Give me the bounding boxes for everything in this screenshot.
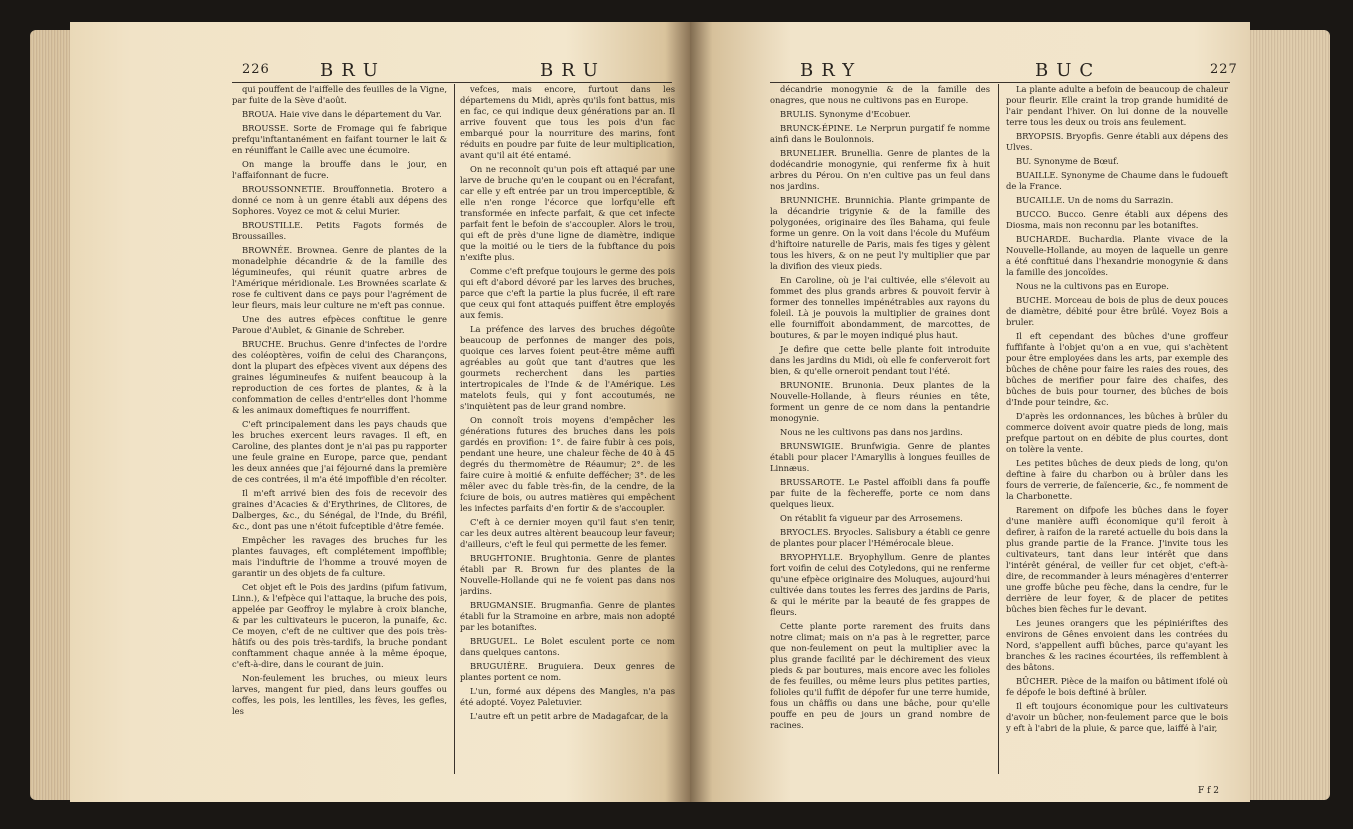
right-column-2 <box>1006 84 1228 784</box>
paragraph: Non-feulement les bruches, ou mieux leurs larves, mangent fur pied, dans leurs gouffes ou coffes, les pois, les lentilles, les fèves, les gefles, les <box>232 673 447 716</box>
paragraph: BUCCO. Bucco. Genre établi aux dépens des Diosma, mais non reconnu par les botaniftes. <box>1006 209 1228 230</box>
paragraph: BRUGUIÈRE. Bruguiera. Deux genres de plantes portent ce nom. <box>460 661 675 682</box>
paragraph: La préfence des larves des bruches dégoûte beaucoup de perfonnes de manger des pois, quoique ces larves foient peut-être même auffi agréables au goût que tant d'autres que les gourmets recherchent dans les parties intertropicales de l'Inde & de l'Amérique. Les matelots feuls, qui y font accoutumés, ne s'inquiètent pas de leur grand nombre. <box>460 324 675 411</box>
paragraph: BRUCHE. Bruchus. Genre d'infectes de l'ordre des coléoptères, voifin de celui des Charançons, dont la plupart des efpèces vivent aux dépens des graines légumineufes & nuifent beaucoup à la reproduction de ces fortes de plantes, & à la confommation de celles d'entr'elles dont l'homme & les animaux domeftiques fe nourriffent. <box>232 339 447 415</box>
paragraph: BROUSSE. Sorte de Fromage qui fe fabrique prefqu'inftantanément en faifant tourner le lait & en réuniffant le Caille avec une écumoire. <box>232 123 447 155</box>
right-page <box>690 22 1250 802</box>
paragraph: BRUGHTONIE. Brughtonia. Genre de plantes établi par R. Brown fur des plantes de la Nouvelle-Hollande qui ne fe voient pas dans nos jardins. <box>460 553 675 596</box>
paragraph: Cette plante porte rarement des fruits dans notre climat; mais on n'a pas à le regretter, parce que non-feulement on peut la multiplier avec la plus grande facilité par le déchirement des vieux pieds & par boutures, mais encore avec les folioles de fes feuilles, ou même leurs plus petites parties, folioles qu'il fuffit de dépofer fur une terre humide, fous un châffis ou dans une bâche, pour qu'elle pouffe en peu de jours un grand nombre de racines. <box>770 621 990 730</box>
paragraph: Nous ne les cultivons pas dans nos jardins. <box>780 427 963 437</box>
header-rule <box>770 82 1230 83</box>
paragraph: BRUNELIER. Brunellia. Genre de plantes de la dodécandrie monogynie, qui renferme fix à huit arbres du Pérou. On n'en cultive pas un feul dans nos jardins. <box>770 148 990 191</box>
paragraph: C'eft principalement dans les pays chauds que les bruches exercent leurs ravages. Il eft, en Caroline, des plantes dont je n'ai pas pu rapporter une feule graine en Europe, parce que, pendant les deux années que j'ai féjourné dans la première de ces contrées, il m'a été impoffible d'en récolter. <box>232 419 447 484</box>
column-divider <box>998 84 999 774</box>
paragraph: On mange la brouffe dans le jour, en l'affaifonnant de fucre. <box>232 159 447 180</box>
paragraph: BRUGUEL. Le Bolet esculent porte ce nom dans quelques cantons. <box>460 636 675 657</box>
right-page-number: 227 <box>1210 62 1238 77</box>
paragraph: vefces, mais encore, furtout dans les départemens du Midi, après qu'ils font battus, mis en fac, ce qui indique deux générations par an. Il arrive fouvent que tous les pois d'un fac embarqué pour la nourriture des marins, font réduits en poudre par fuite de leur multiplication, avant qu'il ait été entamé. <box>460 84 675 160</box>
paragraph: BÛCHER. Pièce de la maifon ou bâtiment ifolé où fe dépofe le bois deftiné à brûler. <box>1006 676 1228 697</box>
paragraph: BUAILLE. Synonyme de Chaume dans le fudoueft de la France. <box>1006 170 1228 191</box>
left-page <box>70 22 690 802</box>
right-column-1 <box>770 84 990 784</box>
open-book <box>30 22 1330 812</box>
paragraph: Les jeunes orangers que les pépiniériftes des environs de Gênes envoient dans les contrées du Nord, s'appellent auffi bûches, parce qu'ayant les branches & les racines écourtées, ils reffemblent à des bâtons. <box>1006 618 1228 672</box>
signature-mark: F f 2 <box>1198 786 1220 796</box>
paragraph: BUCAILLE. Un de noms du Sarrazin. <box>1016 195 1174 205</box>
paragraph: Une des autres efpèces conftitue le genre Paroue d'Aublet, & Ginanie de Schreber. <box>232 314 447 335</box>
left-column-2 <box>460 84 675 784</box>
paragraph: BRUNCK-ÉPINE. Le Nerprun purgatif fe nomme ainfi dans le Boulonnois. <box>770 123 990 144</box>
left-page-number: 226 <box>242 62 270 77</box>
paragraph: Cet objet eft le Pois des jardins (pifum fativum, Linn.), & l'efpèce qui l'attaque, la bruche des pois, appelée par Geoffroy le mylabre à croix blanche, & par les cultivateurs le puceron, la punaife, &c. Ce moyen, c'eft de ne cultiver que des pois très-hâtifs ou des pois très-tardifs, la bruche pondant conftamment chaque année à la même époque, c'eft-à-dire, dans le courant de juin. <box>232 582 447 669</box>
right-header-right: BUC <box>1035 60 1102 81</box>
paragraph: C'eft à ce dernier moyen qu'il faut s'en tenir, car les deux autres altèrent beaucoup leur faveur; d'ailleurs, c'eft le feul qui permette de les femer. <box>460 517 675 549</box>
paragraph: BUCHARDE. Buchardia. Plante vivace de la Nouvelle-Hollande, au moyen de laquelle un genre a été conftitué dans l'hexandrie monogynie & dans la famille des joncoïdes. <box>1006 234 1228 277</box>
paragraph: BRUSSAROTE. Le Pastel affoibli dans fa pouffe par fuite de la fèchereffe, porte ce nom dans quelques lieux. <box>770 477 990 509</box>
paragraph: BRULIS. Synonyme d'Ecobuer. <box>780 109 911 119</box>
left-header-left: BRU <box>320 60 386 81</box>
paragraph: En Caroline, où je l'ai cultivée, elle s'élevoit au fommet des plus grands arbres & pouvoit fervir à former des tonnelles impénétrables aux rayons du foleil. Là je pouvois la multiplier de graines dont elle fourniffoit abondamment, de marcottes, de boutures, & par le moyen indiqué plus haut. <box>770 275 990 340</box>
paragraph: BROUSTILLE. Petits Fagots formés de Broussailles. <box>232 220 447 241</box>
page-edges-right <box>1250 30 1330 800</box>
paragraph: qui pouffent de l'aiffelle des feuilles de la Vigne, par fuite de la Sève d'août. <box>232 84 447 105</box>
paragraph: BRYOCLES. Bryocles. Salisbury a établi ce genre de plantes pour placer l'Hémérocale bleue. <box>770 527 990 548</box>
left-header-right: BRU <box>540 60 606 81</box>
paragraph: BROUSSONNETIE. Brouffonnetia. Brotero a donné ce nom à un genre établi aux dépens des Sophores. Voyez ce mot & celui Murier. <box>232 184 447 216</box>
paragraph: Les petites bûches de deux pieds de long, qu'on deftine à faire du charbon ou à brûler dans les fours de verrerie, de faïencerie, &c., fe nomment de la Charbonette. <box>1006 458 1228 501</box>
left-column-1 <box>232 84 447 784</box>
right-header-left: BRY <box>800 60 863 81</box>
paragraph: Je defire que cette belle plante foit introduite dans les jardins du Midi, où elle fe conferveroit fort bien, & qu'elle orneroit pendant tout l'été. <box>770 344 990 376</box>
paragraph: L'un, formé aux dépens des Mangles, n'a pas été adopté. Voyez Paletuvier. <box>460 686 675 707</box>
paragraph: BRYOPHYLLE. Bryophyllum. Genre de plantes fort voifin de celui des Cotyledons, qui ne renferme qu'une efpèce originaire des Moluques, aujourd'hui cultivée dans toutes les ferres des jardins de Paris, & qui le mérite par la beauté de fes grappes de fleurs. <box>770 552 990 617</box>
paragraph: On rétablit fa vigueur par des Arrosemens. <box>780 513 963 523</box>
paragraph: L'autre eft un petit arbre de Madagafcar, de la <box>470 711 669 721</box>
paragraph: BROUA. Haie vive dans le département du Var. <box>242 109 442 119</box>
paragraph: Rarement on difpofe les bûches dans le foyer d'une manière auffi économique qu'il feroit à defirer, à raifon de la rareté actuelle du bois dans la plus grande partie de la France. J'invite tous les cultivateurs, tant dans leur intérêt que dans l'intérêt général, de veiller fur cet objet, c'eft-à-dire, de recommander à leurs ménagères d'enterrer une groffe bûche peu fèche, dans la cendre, fur le derrière de leur foyer, & de placer de petites bûches bien fèches fur le devant. <box>1006 505 1228 614</box>
paragraph: BU. Synonyme de Bœuf. <box>1016 156 1119 166</box>
paragraph: On connoît trois moyens d'empêcher les générations futures des bruches dans les pois gardés en provifion: 1°. de faire fubir à ces pois, pendant une heure, une chaleur fèche de 40 à 45 degrés du thermomètre de Réaumur; 2°. de les faire cuire à moitié & enfuite deffécher; 3°. de les mêler avec du fable très-fin, de la cendre, de la fciure de bois, ou autres matières qui empêchent les infectes parfaits d'en fortir & de s'accoupler. <box>460 415 675 513</box>
paragraph: Nous ne la cultivons pas en Europe. <box>1016 281 1169 291</box>
paragraph: BRUNSWIGIE. Brunfwigia. Genre de plantes établi pour placer l'Amaryllis à longues feuilles de Linnæus. <box>770 441 990 473</box>
paragraph: BRUGMANSIE. Brugmanfia. Genre de plantes établi fur la Stramoine en arbre, mais non adopté par les botaniftes. <box>460 600 675 632</box>
paragraph: BUCHE. Morceau de bois de plus de deux pouces de diamètre, débité pour être brûlé. Voyez Bois a bruler. <box>1006 295 1228 327</box>
column-divider <box>454 84 455 774</box>
paragraph: Comme c'eft prefque toujours le germe des pois qui eft d'abord dévoré par les larves des bruches, parce que c'eft la partie la plus fucrée, il eft rare que ceux qui font attaqués puiffent être employés aux femis. <box>460 266 675 320</box>
paragraph: Il m'eft arrivé bien des fois de recevoir des graines d'Acacies & d'Erythrines, de Clitores, de Dalberges, &c., du Sénégal, de l'Inde, du Bréfil, &c., dont pas une n'étoit fufceptible d'être femée. <box>232 488 447 531</box>
paragraph: D'après les ordonnances, les bûches à brûler du commerce doivent avoir quatre pieds de long, mais prefque partout on en débite de plus courtes, dont on tolère la vente. <box>1006 411 1228 454</box>
paragraph: BRUNONIE. Brunonia. Deux plantes de la Nouvelle-Hollande, à fleurs réunies en tête, forment un genre de ce nom dans la pentandrie monogynie. <box>770 380 990 423</box>
header-rule <box>232 82 672 83</box>
paragraph: BROWNÉE. Brownea. Genre de plantes de la monadelphie décandrie & de la famille des légumineufes, qui réunit quatre arbres de l'Amérique méridionale. Les Brownées scarlate & rose fe cultivent dans ce pays pour l'agrément de leur fleurs, mais leur culture ne m'eft pas connue. <box>232 245 447 310</box>
paragraph: Il eft cependant des bûches d'une groffeur fuffifante à l'objet qu'on a en vue, qui s'achètent pour être employées dans les arts, par exemple des bûches de chêne pour faire les raies des roues, des bûches de merifier pour faire des chaifes, des bûches de buis pour tourner, des bûches de bois d'Inde pour teindre, &c. <box>1006 331 1228 407</box>
paragraph: décandrie monogynie & de la famille des onagres, que nous ne cultivons pas en Europe. <box>770 84 990 105</box>
page-edges-left <box>30 30 72 800</box>
paragraph: Il eft toujours économique pour les cultivateurs d'avoir un bûcher, non-feulement parce que le bois y eft à l'abri de la pluie, & parce que, laiffé à l'air, <box>1006 701 1228 733</box>
paragraph: La plante adulte a befoin de beaucoup de chaleur pour fleurir. Elle craint la trop grande humidité de l'air pendant l'hiver. On lui donne de la nouvelle terre tous les deux ou trois ans feulement. <box>1006 84 1228 127</box>
paragraph: Empêcher les ravages des bruches fur les plantes fauvages, eft complétement impoffible; mais l'induftrie de l'homme a trouvé moyen de garantir un des objets de fa culture. <box>232 535 447 578</box>
paragraph: On ne reconnoît qu'un pois eft attaqué par une larve de bruche qu'en le coupant ou en l'écrafant, car elle y eft entrée par un trou imperceptible, & elle n'en ronge l'écorce que lorfqu'elle eft transformée en infecte parfait, & que cet infecte parfait fent le befoin de s'accoupler. Alors le trou, qui eft de près d'une ligne de diamètre, indique que la moitié ou le tiers de la fubftance du pois n'exifte plus. <box>460 164 675 262</box>
paragraph: BRUNNICHE. Brunnichia. Plante grimpante de la décandrie trigynie & de la famille des polygonées, originaire des îles Bahama, qui feule forme un genre. On la voit dans l'école du Muféum d'hiftoire naturelle de Paris, mais fes tiges y gèlent tous les hivers, & on ne peut l'y multiplier que par la divifion des vieux pieds. <box>770 195 990 271</box>
paragraph: BRYOPSIS. Bryopfis. Genre établi aux dépens des Ulves. <box>1006 131 1228 152</box>
